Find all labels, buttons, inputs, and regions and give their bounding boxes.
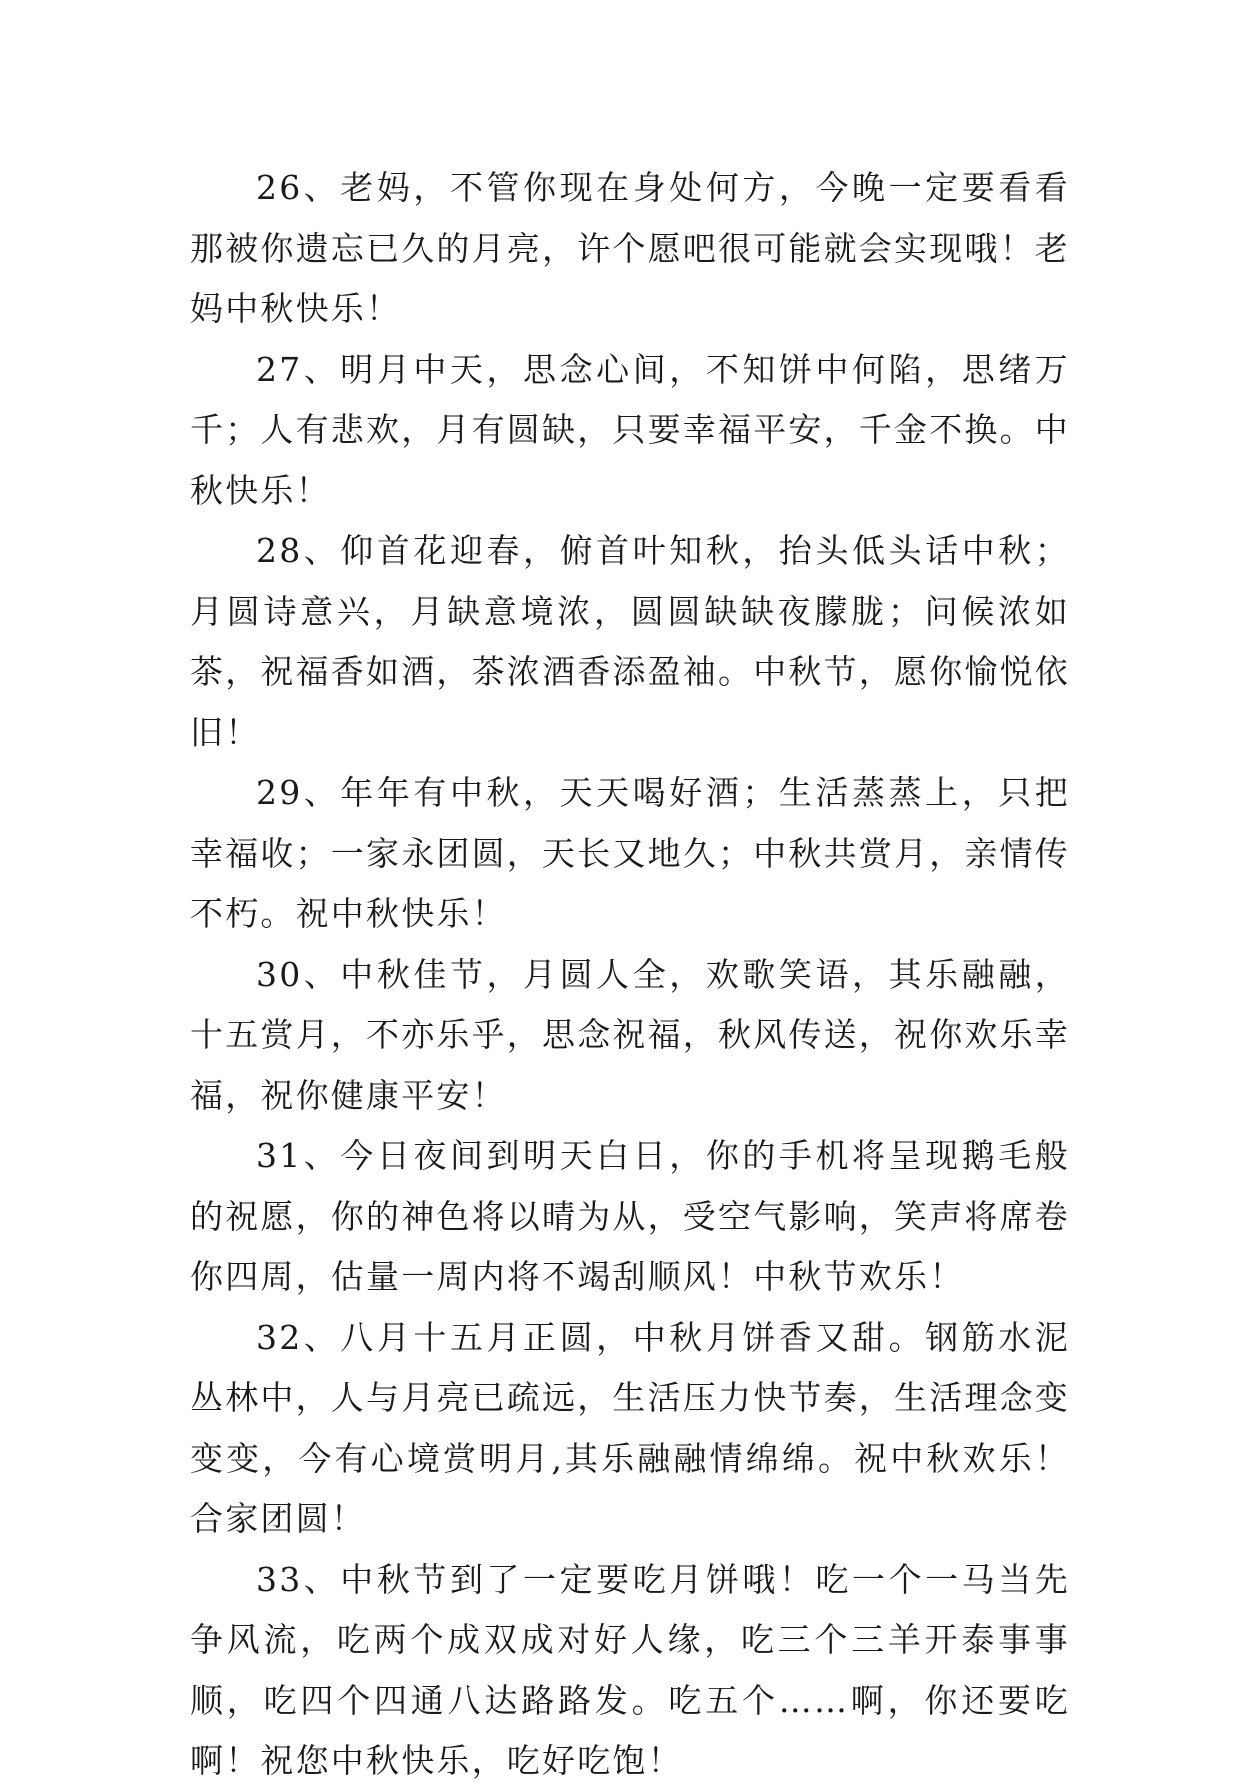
paragraph-28: 28、仰首花迎春，俯首叶知秋，抬头低头话中秋；月圆诗意兴，月缺意境浓，圆圆缺缺夜朦胧；问候浓如茶，祝福香如酒，茶浓酒香添盈袖。中秋节，愿你愉悦依旧！ (190, 531, 1070, 752)
paragraph-32: 32、八月十五月正圆，中秋月饼香又甜。钢筋水泥丛林中，人与月亮已疏远，生活压力快节奏，生活理念变变变，今有心境赏明月,其乐融融情绵绵。祝中秋欢乐！合家团圆！ (190, 1317, 1070, 1538)
paragraph-30: 30、中秋佳节，月圆人全，欢歌笑语，其乐融融，十五赏月，不亦乐乎，思念祝福，秋风传送，祝你欢乐幸福，祝你健康平安！ (190, 954, 1070, 1115)
paragraph-33: 33、中秋节到了一定要吃月饼哦！吃一个一马当先争风流，吃两个成双成对好人缘，吃三个三羊开泰事事顺，吃四个四通八达路路发。吃五个……啊，你还要吃啊！祝您中秋快乐，吃好吃饱！ (190, 1559, 1070, 1780)
paragraph-27: 27、明月中天，思念心间，不知饼中何陷，思绪万千；人有悲欢，月有圆缺，只要幸福平安，千金不换。中秋快乐！ (190, 349, 1070, 510)
paragraph-26: 26、老妈，不管你现在身处何方，今晚一定要看看那被你遗忘已久的月亮，许个愿吧很可能就会实现哦！老妈中秋快乐！ (190, 168, 1070, 328)
document-body (190, 158, 1070, 1792)
paragraph-29: 29、年年有中秋，天天喝好酒；生活蒸蒸上，只把幸福收；一家永团圆，天长又地久；中秋共赏月，亲情传不朽。祝中秋快乐！ (190, 773, 1070, 933)
paragraph-31: 31、今日夜间到明天白日，你的手机将呈现鹅毛般的祝愿，你的神色将以晴为从，受空气影响，笑声将席卷你四周，估量一周内将不竭刮顺风！中秋节欢乐！ (190, 1136, 1070, 1296)
